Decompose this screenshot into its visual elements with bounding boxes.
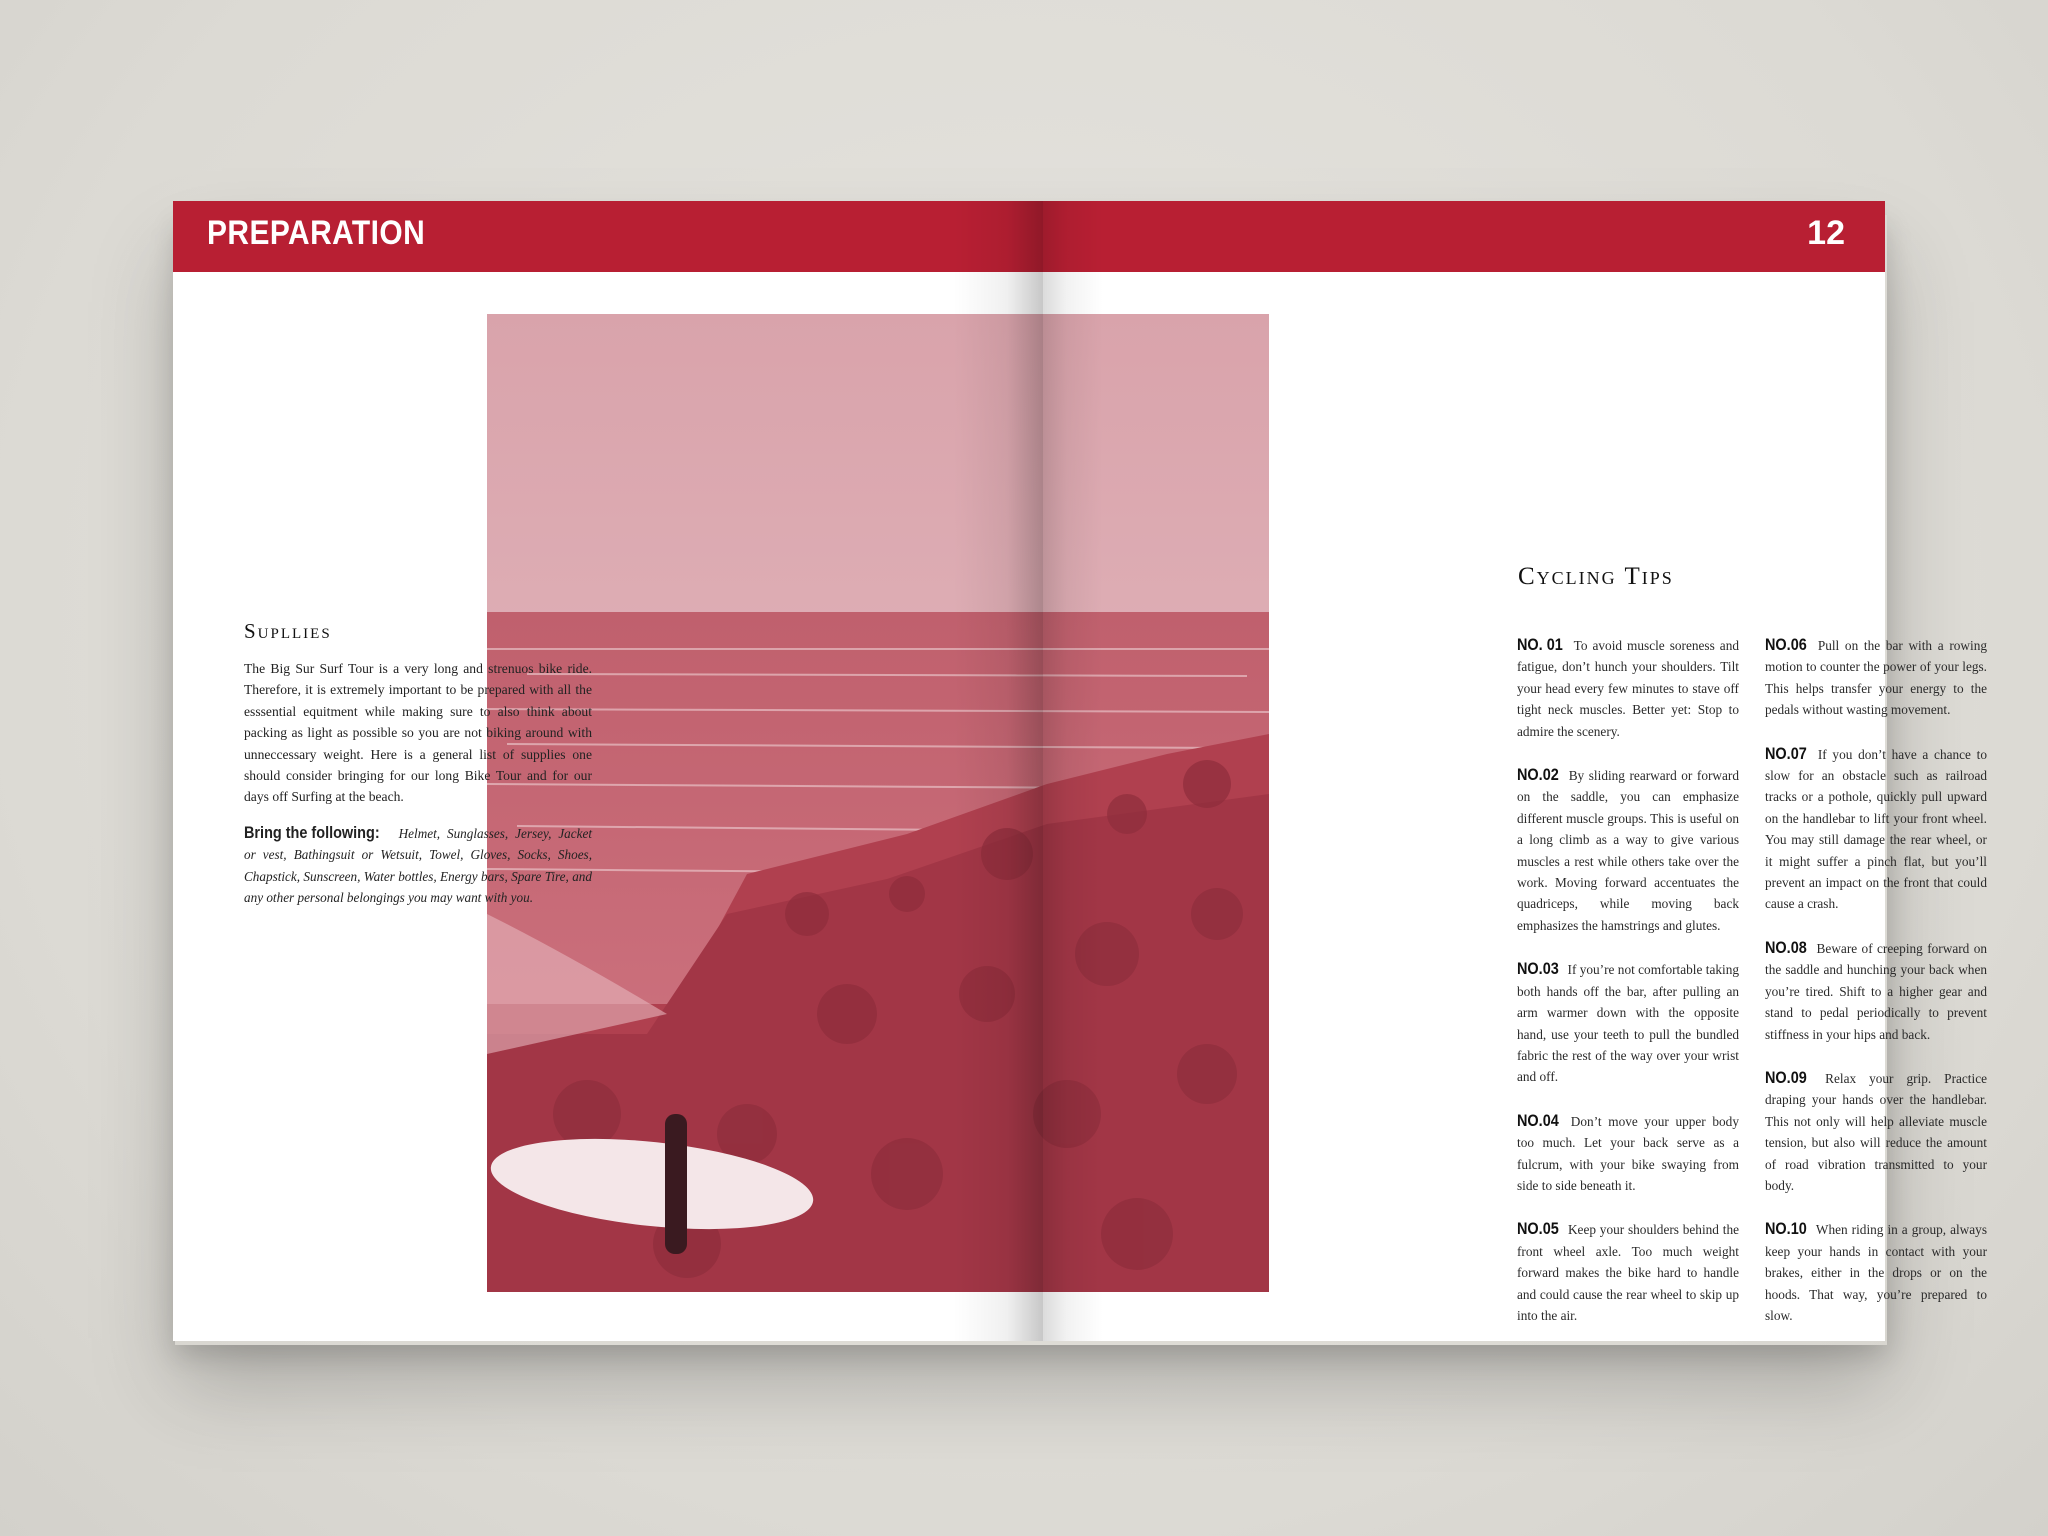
tip-text: Keep your shoulders behind the front wheel axle. Too much weight forward makes the bike hard to handle and could cause the rear wheel to skip up into the air. [1517, 1222, 1739, 1323]
tip-number: NO.05 [1517, 1219, 1559, 1239]
left-page [173, 201, 1043, 1341]
tip-item [1765, 743, 1987, 915]
tip-text: Relax your grip. Practice draping your hands over the handlebar. This not only will help alleviate muscle tension, but also will reduce the amount of road vibration transmitted to your body. [1765, 1070, 1987, 1193]
supplies-body: The Big Sur Surf Tour is a very long and strenuos bike ride. Therefore, it is extremely important to be prepared with all the esssential equitment while making sure to also think about packing as light as possible so you are not biking around with unneccessary weight. Here is a general list of supplies one should consider bringing for our long Bike Tour and for our days off Surfing at the beach. [244, 661, 592, 805]
bring-following-paragraph [244, 822, 592, 909]
surf-photo-right [1043, 314, 1269, 1292]
magazine-spread [173, 201, 1987, 1341]
tip-text: By sliding rearward or forward on the saddle, you can emphasize different muscle groups. This is useful on a long climb as a way to give various muscles a rest while others take over the work. Moving forward accentuates the quadriceps, while moving back emphasizes the hamstrings and glutes. [1517, 768, 1739, 933]
tip-number: NO.08 [1765, 937, 1807, 957]
tip-item [1765, 634, 1987, 721]
tip-item [1517, 1218, 1739, 1326]
right-page [1043, 201, 1885, 1341]
tip-number: NO.06 [1765, 635, 1807, 654]
tip-item [1517, 764, 1739, 936]
surf-photo-image-right [1043, 314, 1269, 1292]
supplies-section [244, 619, 592, 908]
tip-item [1765, 1067, 1987, 1196]
bring-items: Helmet, Sunglasses, Jersey, Jacket or vest, Bathingsuit or Wetsuit, Towel, Gloves, Socks, Shoes, Chapstick, Sunscreen, Water bottles, Energy bars, Spare Tire, and any other personal belongings you may want with you. [244, 825, 592, 906]
tip-text: If you don’t have a chance to slow for an obstacle such as railroad tracks or a pothole, quickly pull upward on the handlebar to lift your front wheel. You may still damage the rear wheel, or it might suffer a pinch flat, but you’ll prevent an impact on the front that could cause a crash. [1765, 746, 1987, 912]
cycling-tips-heading: Cycling Tips [1518, 563, 1674, 590]
tip-number: NO.02 [1517, 765, 1559, 785]
page-number: 12 [1807, 214, 1845, 252]
tip-number: NO.03 [1517, 959, 1559, 979]
section-title: PREPARATION [207, 214, 426, 252]
tip-item [1765, 1218, 1987, 1326]
tip-item [1765, 937, 1987, 1045]
tip-text: To avoid muscle soreness and fatigue, don’t hunch your shoulders. Tilt your head every few minutes to stave off tight neck muscles. Better yet: Stop to admire the scenery. [1517, 638, 1739, 739]
supplies-heading: Supllies [244, 619, 332, 643]
tip-item [1517, 634, 1739, 742]
tip-text: If you’re not comfortable taking both hands off the bar, after pulling an arm warmer down with the opposite hand, use your teeth to pull the bundled fabric the rest of the way over your wrist and off. [1517, 962, 1739, 1085]
tip-number: NO. 01 [1517, 635, 1563, 654]
header-band-left [173, 201, 1043, 272]
tips-column-2 [1765, 634, 1987, 1348]
tip-text: Pull on the bar with a rowing motion to counter the power of your legs. This helps transfer your energy to the pedals without wasting movement. [1765, 638, 1987, 718]
tip-number: NO.10 [1765, 1219, 1807, 1239]
tip-number: NO.04 [1517, 1110, 1559, 1130]
tip-item [1517, 958, 1739, 1087]
tip-text: When riding in a group, always keep your hands in contact with your brakes, either in the drops or on the hoods. That way, you’re prepared to slow. [1765, 1222, 1987, 1323]
tip-item [1517, 1110, 1739, 1197]
tip-text: Don’t move your upper body too much. Let your back serve as a fulcrum, with your bike swaying from side to side beneath it. [1517, 1113, 1739, 1193]
tip-text: Beware of creeping forward on the saddle and hunching your back when you’re tired. Shift to a higher gear and stand to pedal periodically to prevent stiffness in your hips and back. [1765, 940, 1987, 1042]
tips-column-1 [1517, 634, 1739, 1348]
bring-label: Bring the following: [244, 822, 380, 842]
tip-number: NO.09 [1765, 1067, 1807, 1087]
tip-number: NO.07 [1765, 743, 1807, 763]
header-band-right [1043, 201, 1885, 272]
